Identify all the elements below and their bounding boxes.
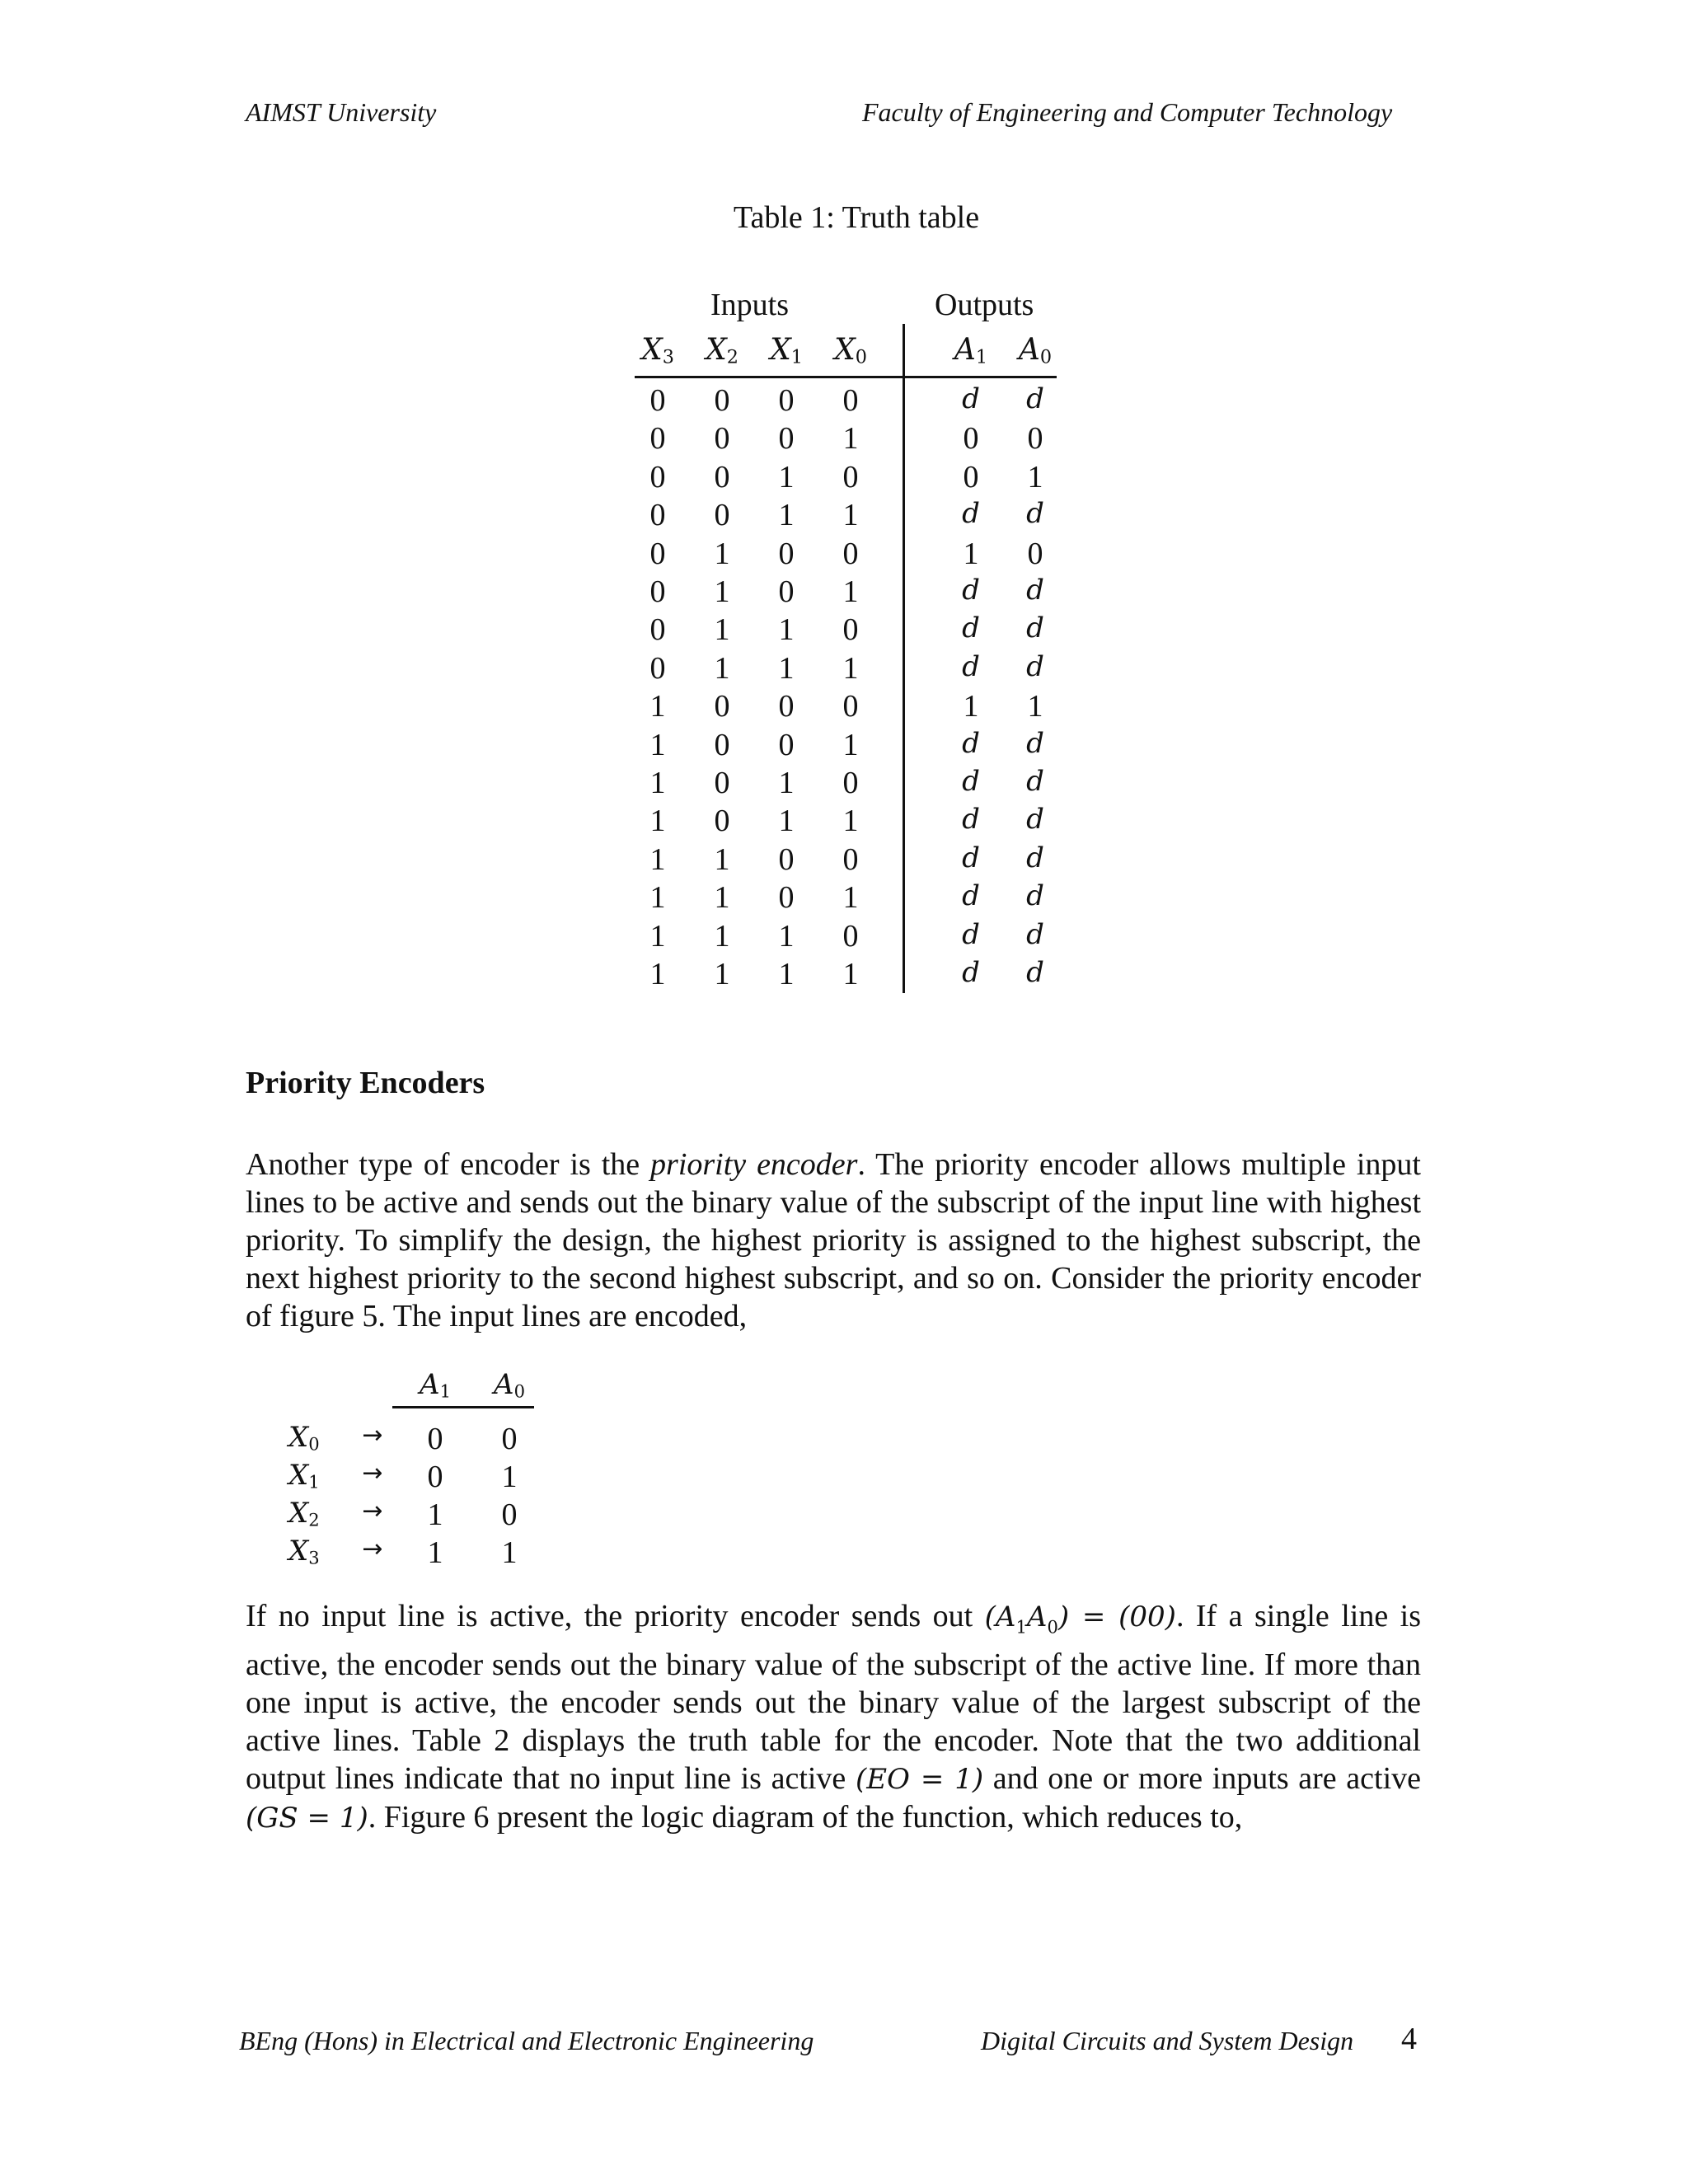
header-university: AIMST University xyxy=(246,97,437,127)
footer-course: Digital Circuits and System Design xyxy=(981,2026,1354,2055)
table-cell: 1 xyxy=(649,880,666,916)
table-cell: d xyxy=(1026,497,1044,531)
column-header-x1: $X_1$ xyxy=(770,333,803,368)
table-cell: 1 xyxy=(714,918,730,954)
table-cell: 1 xyxy=(842,880,859,916)
table-cell: 1 xyxy=(714,574,730,609)
table-cell: 1 xyxy=(778,766,795,800)
table-cell: 0 xyxy=(1027,536,1043,571)
section-title: Priority Encoders xyxy=(246,1066,485,1100)
arrow-icon: → xyxy=(362,1421,383,1450)
enc-a1-value: 1 xyxy=(427,1535,443,1570)
table-cell: 0 xyxy=(714,383,730,418)
table-cell: 1 xyxy=(778,804,795,839)
table-cell: 1 xyxy=(649,841,666,877)
table-cell: d xyxy=(1026,765,1044,798)
column-header-a0: $A_0$ xyxy=(1018,333,1053,368)
table-cell: d xyxy=(1026,879,1044,913)
table-cell: 0 xyxy=(963,459,979,494)
table-cell: 0 xyxy=(649,383,666,418)
page-number: 4 xyxy=(1401,2022,1417,2056)
table-cell: d xyxy=(1026,612,1044,645)
table-cell: d xyxy=(962,917,980,951)
table-cell: 0 xyxy=(842,459,859,494)
table-cell: 1 xyxy=(649,766,666,800)
table-cell: d xyxy=(1026,382,1044,415)
column-divider xyxy=(903,324,905,993)
table-cell: 0 xyxy=(649,498,666,533)
enc-col-a1: $A_1$ xyxy=(420,1368,451,1402)
table-caption: Table 1: Truth table xyxy=(733,200,980,235)
math-eo: (EO = 1) xyxy=(855,1763,984,1797)
table-cell: 0 xyxy=(842,536,859,571)
table-cell: 0 xyxy=(778,536,795,571)
table-cell: d xyxy=(1026,649,1044,683)
arrow-icon: → xyxy=(362,1459,383,1488)
table-cell: d xyxy=(962,612,980,645)
table-cell: 0 xyxy=(778,689,795,724)
column-header-x2: $X_2$ xyxy=(706,333,738,368)
paragraph-intro: Another type of encoder is the priority encoder. The priority encoder allows multiple input lines to be active and sends out the binary value of the subscript of the input line with highest priority. To simplify the design, the highest priority is assigned to the highest subscript, the next highest priority to the second highest subscript, and so on. Consider the priority encoder of figure 5. The input lines are encoded, xyxy=(246,1147,1421,1333)
table-cell: 0 xyxy=(714,689,730,724)
table-cell: 1 xyxy=(714,957,730,991)
table-cell: 0 xyxy=(778,841,795,877)
table-cell: d xyxy=(962,841,980,874)
table-cell: 1 xyxy=(963,689,979,724)
table-cell: 1 xyxy=(1027,459,1043,494)
table-cell: 1 xyxy=(778,498,795,533)
table-cell: d xyxy=(1026,917,1044,951)
table-cell: 1 xyxy=(778,650,795,686)
table-cell: 1 xyxy=(842,804,859,839)
table-cell: d xyxy=(1026,841,1044,874)
table-cell: 0 xyxy=(842,841,859,877)
table-cell: 1 xyxy=(778,957,795,991)
table-cell: 1 xyxy=(649,727,666,762)
enc-input-label: $X_2$ xyxy=(288,1497,320,1530)
table-cell: 0 xyxy=(714,498,730,533)
emphasis-priority-encoder: priority encoder xyxy=(650,1147,858,1182)
table-cell: 1 xyxy=(1027,689,1043,724)
enc-input-label: $X_0$ xyxy=(288,1421,320,1455)
table-cell: 0 xyxy=(963,421,979,457)
table-cell: 0 xyxy=(714,459,730,494)
table-cell: 1 xyxy=(649,689,666,724)
table-cell: d xyxy=(962,382,980,415)
table-cell: 1 xyxy=(842,650,859,686)
table-cell: 1 xyxy=(778,918,795,954)
math-gs: (GS = 1) xyxy=(246,1802,368,1835)
table-cell: d xyxy=(962,765,980,798)
table-cell: 1 xyxy=(842,727,859,762)
table-cell: 0 xyxy=(649,536,666,571)
enc-a0-value: 1 xyxy=(501,1535,518,1570)
table-cell: 1 xyxy=(842,957,859,991)
table-cell: d xyxy=(962,649,980,683)
table-cell: 0 xyxy=(842,689,859,724)
table-cell: 0 xyxy=(778,421,795,457)
table-cell: 0 xyxy=(842,383,859,418)
table-cell: 0 xyxy=(842,918,859,954)
table-cell: 0 xyxy=(649,612,666,648)
table-cell: d xyxy=(1026,726,1044,760)
table-cell: d xyxy=(962,879,980,913)
arrow-icon: → xyxy=(362,1535,383,1563)
table-cell: 0 xyxy=(649,574,666,609)
table-cell: 1 xyxy=(714,841,730,877)
table-cell: d xyxy=(1026,803,1044,837)
table-cell: d xyxy=(1026,574,1044,607)
table-cell: 1 xyxy=(714,650,730,686)
table-cell: d xyxy=(962,956,980,989)
table-cell: 0 xyxy=(649,650,666,686)
enc-a1-value: 0 xyxy=(427,1422,443,1456)
enc-a1-value: 1 xyxy=(427,1497,443,1532)
outputs-group-label: Outputs xyxy=(935,288,1034,322)
table-cell: 1 xyxy=(649,804,666,839)
table-cell: 0 xyxy=(1027,421,1043,457)
table-cell: 1 xyxy=(842,498,859,533)
enc-rule xyxy=(392,1406,534,1408)
math-a1a0: $(A_1A_0) = (00)$ xyxy=(984,1601,1176,1638)
table-cell: 0 xyxy=(714,421,730,457)
table-cell: 0 xyxy=(714,766,730,800)
table-cell: 0 xyxy=(778,383,795,418)
table-cell: 0 xyxy=(714,804,730,839)
enc-a1-value: 0 xyxy=(427,1460,443,1494)
enc-a0-value: 1 xyxy=(501,1460,518,1494)
table-cell: 0 xyxy=(714,727,730,762)
footer-programme: BEng (Hons) in Electrical and Electronic Engineering xyxy=(239,2026,814,2055)
table-cell: d xyxy=(962,803,980,837)
table-cell: 0 xyxy=(649,421,666,457)
table-cell: 1 xyxy=(963,536,979,571)
header-faculty: Faculty of Engineering and Computer Technology xyxy=(862,97,1393,127)
enc-input-label: $X_3$ xyxy=(288,1535,320,1568)
table-cell: 1 xyxy=(714,880,730,916)
table-cell: 0 xyxy=(649,459,666,494)
arrow-icon: → xyxy=(362,1497,383,1526)
enc-a0-value: 0 xyxy=(501,1497,518,1532)
table-cell: 0 xyxy=(778,574,795,609)
table-cell: d xyxy=(1026,956,1044,989)
enc-a0-value: 0 xyxy=(501,1422,518,1456)
table-cell: 0 xyxy=(778,880,795,916)
table-cell: 1 xyxy=(778,459,795,494)
table-cell: 1 xyxy=(714,612,730,648)
table-cell: 0 xyxy=(842,612,859,648)
enc-input-label: $X_1$ xyxy=(288,1459,320,1493)
column-header-x3: $X_3$ xyxy=(641,333,674,368)
column-header-x0: $X_0$ xyxy=(834,333,867,368)
table-cell: 1 xyxy=(649,918,666,954)
column-header-a1: $A_1$ xyxy=(954,333,988,368)
table-cell: 1 xyxy=(842,421,859,457)
header-rule xyxy=(635,376,1057,378)
table-cell: d xyxy=(962,574,980,607)
table-cell: 0 xyxy=(842,766,859,800)
table-cell: 1 xyxy=(714,536,730,571)
table-cell: d xyxy=(962,726,980,760)
table-cell: 1 xyxy=(842,574,859,609)
paragraph-priority: If no input line is active, the priority encoder sends out $(A_1A_0) = (00)$. If a single line is active, the encoder sends out the binary value of the subscript of the active line. If more than one input is active, the encoder sends out the binary value of the largest subscript of the active lines. Table 2 displays the truth table for the encoder. Note that the two additional output lines indicate that no input line is active (EO = 1) and one or more inputs are active (GS = 1). Figure 6 present the logic diagram of the function, which reduces to, xyxy=(246,1599,1422,1835)
table-cell: 1 xyxy=(649,957,666,991)
inputs-group-label: Inputs xyxy=(710,288,789,322)
table-cell: 1 xyxy=(778,612,795,648)
table-cell: 0 xyxy=(778,727,795,762)
table-cell: d xyxy=(962,497,980,531)
enc-col-a0: $A_0$ xyxy=(494,1368,525,1402)
